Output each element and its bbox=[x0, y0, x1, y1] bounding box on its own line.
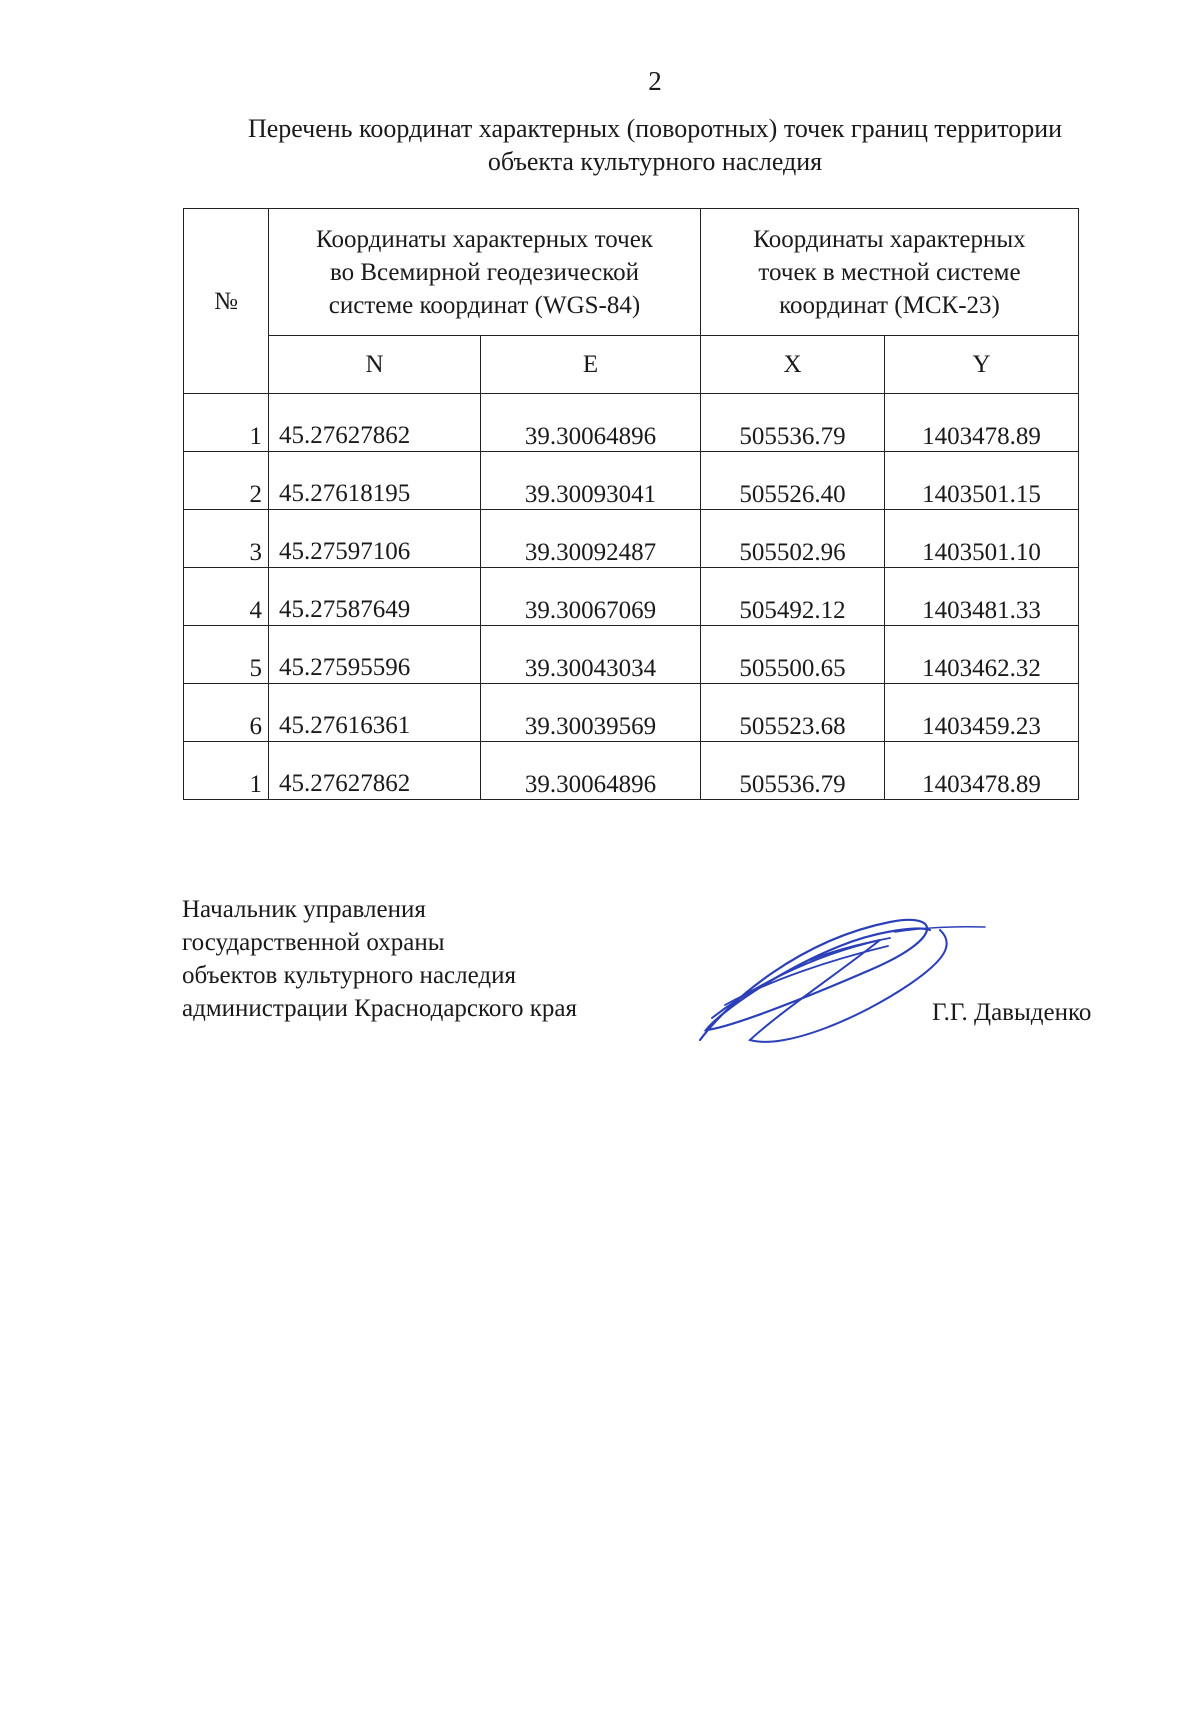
cell-y: 1403481.33 bbox=[885, 568, 1079, 626]
subheader-x: X bbox=[701, 336, 885, 394]
cell-x: 505523.68 bbox=[701, 684, 885, 742]
cell-e: 39.30064896 bbox=[481, 742, 701, 800]
cell-number: 2 bbox=[184, 452, 269, 510]
title-line-1: Перечень координат характерных (поворотных) точек границ территории bbox=[247, 114, 1063, 143]
cell-number: 1 bbox=[184, 742, 269, 800]
cell-n: 45.27597106 bbox=[269, 510, 481, 568]
table-row bbox=[184, 742, 1079, 800]
table-subheader-row bbox=[184, 336, 1079, 394]
cell-n: 45.27618195 bbox=[269, 452, 481, 510]
cell-x: 505526.40 bbox=[701, 452, 885, 510]
signatory-position bbox=[182, 893, 577, 1025]
subheader-e: E bbox=[481, 336, 701, 394]
cell-number: 4 bbox=[184, 568, 269, 626]
cell-e: 39.30067069 bbox=[481, 568, 701, 626]
cell-y: 1403501.10 bbox=[885, 510, 1079, 568]
table-row bbox=[184, 394, 1079, 452]
cell-x: 505502.96 bbox=[701, 510, 885, 568]
cell-y: 1403462.32 bbox=[885, 626, 1079, 684]
header-wgs84 bbox=[269, 209, 701, 336]
cell-y: 1403501.15 bbox=[885, 452, 1079, 510]
cell-number: 6 bbox=[184, 684, 269, 742]
cell-number: 1 bbox=[184, 394, 269, 452]
cell-number: 5 bbox=[184, 626, 269, 684]
header-wgs84-line: во Всемирной геодезической bbox=[329, 258, 640, 286]
table-header-row bbox=[184, 209, 1079, 336]
title-line-2: объекта культурного наследия bbox=[487, 147, 823, 176]
header-msk23 bbox=[701, 209, 1079, 336]
signatory-name: Г.Г. Давыденко bbox=[932, 999, 1092, 1026]
table-row bbox=[184, 568, 1079, 626]
handwritten-signature bbox=[690, 900, 990, 1050]
header-msk23-line: Координаты характерных bbox=[753, 225, 1026, 253]
cell-n: 45.27627862 bbox=[269, 394, 481, 452]
signatory-position-line: государственной охраны bbox=[182, 929, 445, 956]
cell-y: 1403478.89 bbox=[885, 742, 1079, 800]
header-msk23-line: точек в местной системе bbox=[758, 258, 1021, 286]
cell-n: 45.27627862 bbox=[269, 742, 481, 800]
table-row bbox=[184, 452, 1079, 510]
table-row bbox=[184, 626, 1079, 684]
table-row bbox=[184, 510, 1079, 568]
signatory-position-line: объектов культурного наследия bbox=[182, 962, 516, 989]
cell-n: 45.27587649 bbox=[269, 568, 481, 626]
cell-y: 1403478.89 bbox=[885, 394, 1079, 452]
cell-e: 39.30092487 bbox=[481, 510, 701, 568]
header-number: № bbox=[184, 209, 269, 394]
cell-x: 505492.12 bbox=[701, 568, 885, 626]
header-wgs84-line: системе координат (WGS-84) bbox=[328, 291, 641, 319]
cell-y: 1403459.23 bbox=[885, 684, 1079, 742]
table-row bbox=[184, 684, 1079, 742]
cell-e: 39.30043034 bbox=[481, 626, 701, 684]
cell-e: 39.30093041 bbox=[481, 452, 701, 510]
cell-x: 505536.79 bbox=[701, 394, 885, 452]
header-wgs84-line: Координаты характерных точек bbox=[316, 225, 653, 253]
document-title bbox=[150, 112, 1160, 178]
signatory-position-line: администрации Краснодарского края bbox=[182, 995, 578, 1022]
page-number: 2 bbox=[648, 66, 662, 96]
cell-x: 505536.79 bbox=[701, 742, 885, 800]
cell-n: 45.27595596 bbox=[269, 626, 481, 684]
cell-n: 45.27616361 bbox=[269, 684, 481, 742]
cell-e: 39.30039569 bbox=[481, 684, 701, 742]
cell-x: 505500.65 bbox=[701, 626, 885, 684]
cell-e: 39.30064896 bbox=[481, 394, 701, 452]
subheader-n: N bbox=[269, 336, 481, 394]
cell-number: 3 bbox=[184, 510, 269, 568]
subheader-y: Y bbox=[885, 336, 1079, 394]
header-msk23-line: координат (МСК-23) bbox=[779, 291, 1000, 319]
signatory-position-line: Начальник управления bbox=[182, 896, 426, 923]
coordinates-table bbox=[183, 208, 1079, 800]
